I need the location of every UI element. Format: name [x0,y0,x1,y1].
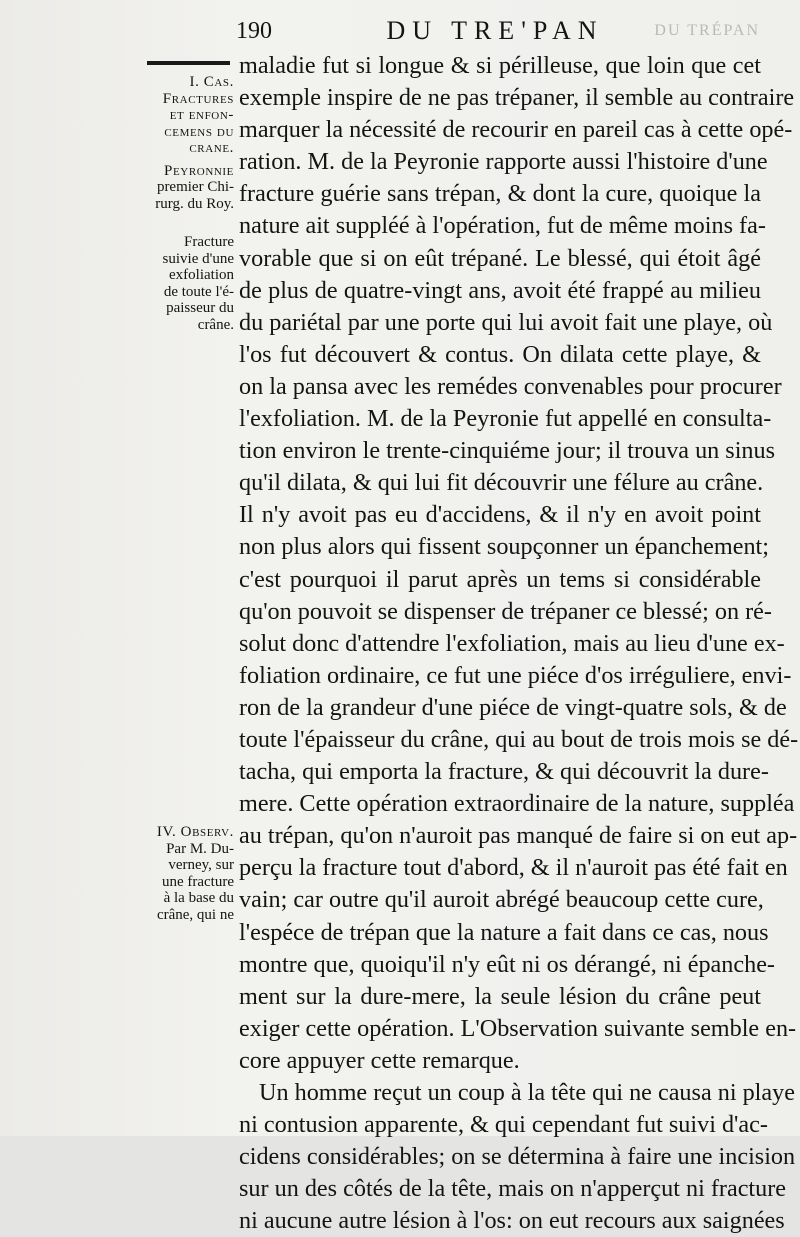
bleed-through-text: DU TRÉPAN [654,22,760,39]
text-line: non plus alors qui fissent soupçonner un épanchement; [239,533,769,561]
margin-note-fracture [126,234,234,333]
text-line: ron de la grandeur d'une piéce de vingt-quatre sols, & de [239,693,787,721]
margin-note-line: de toute l'é- [163,283,234,300]
text-line: au trépan, qu'on n'auroit pas manqué de faire si on eut ap- [239,822,798,850]
margin-note-line: Fractures [162,90,234,107]
margin-note-observation [126,824,234,923]
text-line: montre que, quoiqu'il n'y eût ni os dérangé, ni épanche- [239,950,775,978]
text-line: nature ait suppléé à l'opération, fut de même moins fa- [239,212,766,240]
margin-note-line: exfoliation [169,267,234,283]
text-line: exemple inspire de ne pas trépaner, il semble au contraire [239,84,795,112]
page-number: 190 [236,18,272,44]
text-line: l'exfoliation. M. de la Peyronie fut appellé en consulta- [239,405,772,433]
margin-note-line: verney, sur [168,857,234,873]
margin-note-line: et enfon- [169,107,234,123]
text-line: marquer la nécessité de recourir en pareil cas à cette opé- [239,116,793,144]
text-line: perçu la fracture tout d'abord, & il n'auroit pas été fait en [239,854,788,882]
margin-note-line: I. Cas. [189,74,234,90]
text-line: l'os fut découvert & contus. On dilata cette playe, & [239,340,761,368]
text-line: tacha, qui emporta la fracture, & qui découvrit la dure- [239,758,769,786]
margin-note-line: IV. Observ. [156,824,234,840]
margin-note-line: une fracture [161,873,234,890]
running-title: DU TRE'PAN [386,16,604,45]
header-rule [147,61,230,65]
text-line: ni contusion apparente, & qui cependant fut suivi d'ac- [239,1111,768,1139]
text-line: maladie fut si longue & si périlleuse, que loin que cet [239,52,761,79]
margin-note-line: Peyronnie [164,162,234,179]
text-line: du pariétal par une porte qui lui avoit fait une playe, où [239,308,773,336]
margin-note-line: crâne, qui ne [156,906,234,923]
margin-note-line: crane. [189,140,234,156]
text-line: solut donc d'attendre l'exfoliation, mais au lieu d'une ex- [239,629,785,657]
text-line: ration. M. de la Peyronie rapporte aussi l'histoire d'une [239,148,768,176]
margin-note-case [126,74,234,212]
text-line: on la pansa avec les remédes convenables pour procurer [239,372,782,400]
text-line: c'est pourquoi il parut après un tems si considérable [239,565,761,593]
margin-note-line: paisseur du [166,300,234,316]
text-line: ni aucune autre lésion à l'os: on eut recours aux saignées [239,1207,785,1235]
margin-note-line: Fracture [184,234,234,250]
text-line: Il n'y avoit pas eu d'accidens, & il n'y en avoit point [239,501,761,529]
margin-note-line: cemens du [164,123,234,140]
text-line: foliation ordinaire, ce fut une piéce d'os irréguliere, envi- [239,661,792,689]
text-line: Un homme reçut un coup à la tête qui ne causa ni playe [259,1079,795,1106]
text-line: fracture guérie sans trépan, & dont la cure, quoique la [239,180,761,208]
text-line: toute l'épaisseur du crâne, qui au bout de trois mois se dé- [239,725,799,753]
margin-note-line: Par M. Du- [166,840,234,857]
margin-note-line: crâne. [197,316,234,333]
text-line: core appuyer cette remarque. [239,1046,520,1074]
text-line: l'espéce de trépan que la nature a fait dans ce cas, nous [239,918,769,946]
margin-note-line: rurg. du Roy. [155,195,234,212]
text-line: ment sur la dure-mere, la seule lésion du crâne peut [239,982,761,1010]
text-line: qu'il dilata, & qui lui fit découvrir une félure au crâne. [239,469,764,497]
page-header [230,16,760,52]
margin-note-line: premier Chi- [156,179,234,195]
text-line: exiger cette opération. L'Observation suivante semble en- [239,1014,797,1042]
margin-note-line: suivie d'une [162,250,234,267]
text-line: qu'on pouvoit se dispenser de trépaner ce blessé; on ré- [239,597,772,625]
margin-note-line: à la base du [163,890,234,906]
text-line: tion environ le trente-cinquiéme jour; il trouva un sinus [239,437,776,465]
text-line: de plus de quatre-vingt ans, avoit été frappé au milieu [239,276,761,304]
text-line: vain; car outre qu'il auroit abrégé beaucoup cette cure, [239,886,764,914]
text-line: vorable que si on eût trépané. Le blessé, qui étoit âgé [239,244,761,272]
text-line: mere. Cette opération extraordinaire de la nature, suppléa [239,790,795,818]
text-line: cidens considérables; on se détermina à faire une incision [239,1143,796,1171]
text-line: sur un des côtés de la tête, mais on n'apperçut ni fracture [239,1175,787,1203]
body-text [239,50,799,1237]
